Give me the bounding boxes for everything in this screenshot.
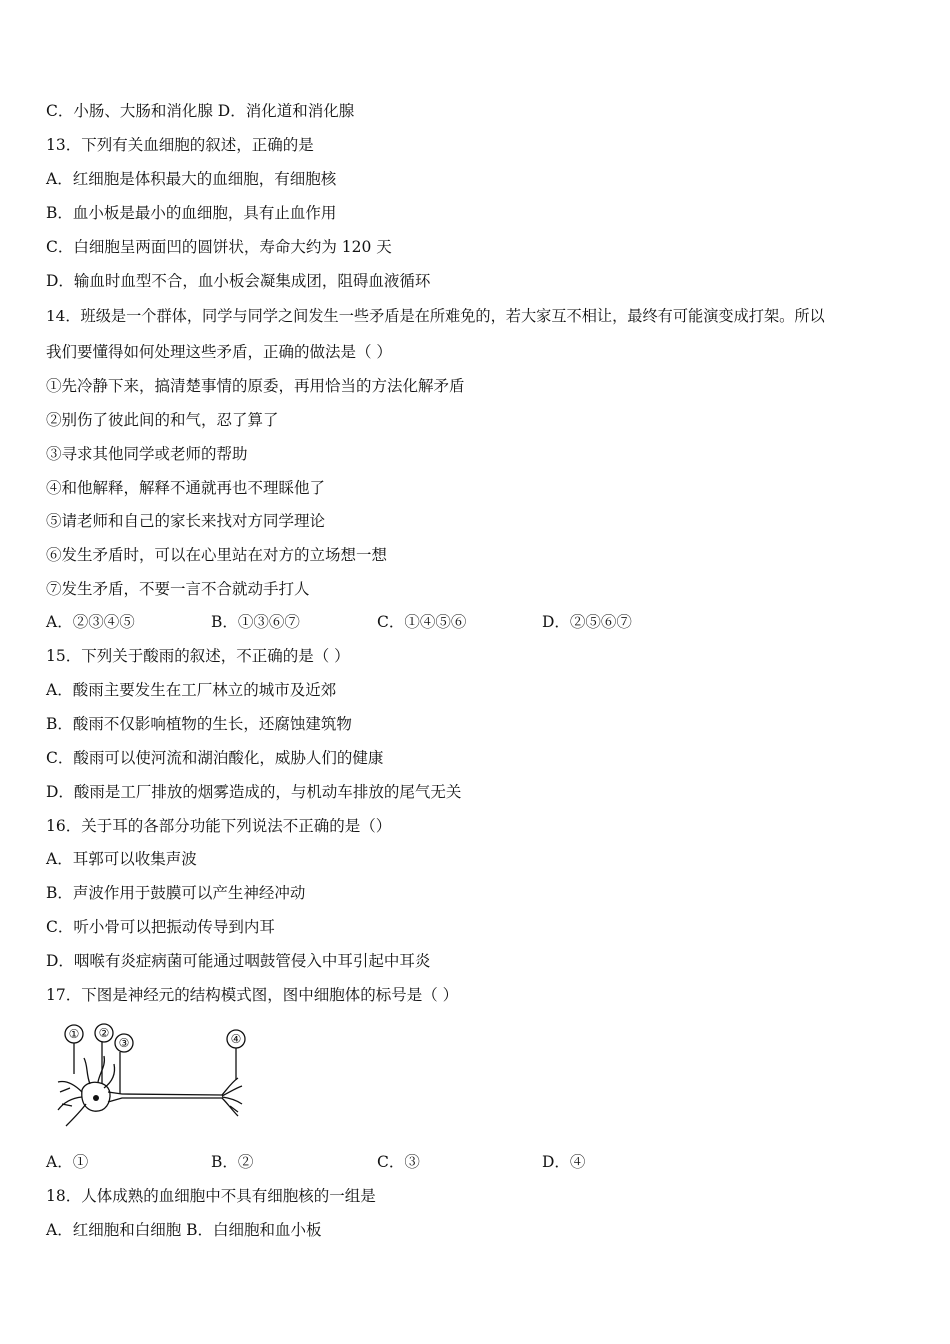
q13-option-d: D．输血时血型不合，血小板会凝集成团，阻碍血液循环	[46, 272, 431, 290]
q13-option-c: C．白细胞呈两面凹的圆饼状，寿命大约为 120 天	[46, 238, 392, 256]
q16-option-d: D．咽喉有炎症病菌可能通过咽鼓管侵入中耳引起中耳炎	[46, 952, 431, 970]
q14-option-d: D．②⑤⑥⑦	[542, 613, 632, 631]
q13-option-a: A．红细胞是体积最大的血细胞，有细胞核	[46, 170, 337, 188]
question-14-line1: 14．班级是一个群体，同学与同学之间发生一些矛盾是在所难免的，若大家互不相让，最终有可能演变成打架。所以	[46, 307, 825, 325]
q14-statement-1: ①先冷静下来，搞清楚事情的原委，再用恰当的方法化解矛盾	[46, 377, 465, 395]
q14-option-c: C．①④⑤⑥	[377, 613, 467, 631]
label-3: ③	[118, 1036, 130, 1050]
q14-option-a: A．②③④⑤	[46, 613, 135, 631]
nucleus	[93, 1095, 99, 1101]
q14-statement-3: ③寻求其他同学或老师的帮助	[46, 445, 248, 463]
q13-option-b: B．血小板是最小的血细胞，具有止血作用	[46, 204, 337, 222]
label-1: ①	[68, 1027, 80, 1041]
q15-option-a: A．酸雨主要发生在工厂林立的城市及近郊	[46, 681, 337, 699]
q17-option-c: C．③	[377, 1153, 420, 1171]
q14-statement-2: ②别伤了彼此间的和气，忍了算了	[46, 411, 279, 429]
q15-option-c: C．酸雨可以使河流和湖泊酸化，威胁人们的健康	[46, 749, 384, 767]
label-2: ②	[98, 1026, 110, 1040]
q14-statement-7: ⑦发生矛盾，不要一言不合就动手打人	[46, 580, 310, 598]
q16-option-b: B．声波作用于鼓膜可以产生神经冲动	[46, 884, 306, 902]
q15-option-b: B．酸雨不仅影响植物的生长，还腐蚀建筑物	[46, 715, 352, 733]
q14-statement-4: ④和他解释，解释不通就再也不理睬他了	[46, 479, 326, 497]
q14-option-b: B．①③⑥⑦	[211, 613, 300, 631]
q12-options-cd: C．小肠、大肠和消化腺 D．消化道和消化腺	[46, 102, 355, 120]
q15-option-d: D．酸雨是工厂排放的烟雾造成的，与机动车排放的尾气无关	[46, 783, 462, 801]
neuron-diagram	[52, 1022, 252, 1132]
q18-options-ab: A．红细胞和白细胞 B．白细胞和血小板	[46, 1221, 322, 1239]
neuron-svg	[52, 1022, 252, 1132]
q16-option-a: A．耳郭可以收集声波	[46, 850, 197, 868]
question-15: 15．下列关于酸雨的叙述，不正确的是（ ）	[46, 647, 350, 665]
question-18: 18．人体成熟的血细胞中不具有细胞核的一组是	[46, 1187, 376, 1205]
q14-statement-5: ⑤请老师和自己的家长来找对方同学理论	[46, 512, 326, 530]
q17-option-d: D．④	[542, 1153, 586, 1171]
q17-option-a: A．①	[46, 1153, 89, 1171]
question-16: 16．关于耳的各部分功能下列说法不正确的是（）	[46, 817, 392, 835]
q14-statement-6: ⑥发生矛盾时，可以在心里站在对方的立场想一想	[46, 546, 388, 564]
question-14-line2: 我们要懂得如何处理这些矛盾，正确的做法是（ ）	[46, 343, 392, 361]
q17-option-b: B．②	[211, 1153, 254, 1171]
label-4: ④	[230, 1032, 242, 1046]
q16-option-c: C．听小骨可以把振动传导到内耳	[46, 918, 275, 936]
question-17: 17．下图是神经元的结构模式图，图中细胞体的标号是（ ）	[46, 986, 459, 1004]
question-13: 13．下列有关血细胞的叙述，正确的是	[46, 136, 314, 154]
